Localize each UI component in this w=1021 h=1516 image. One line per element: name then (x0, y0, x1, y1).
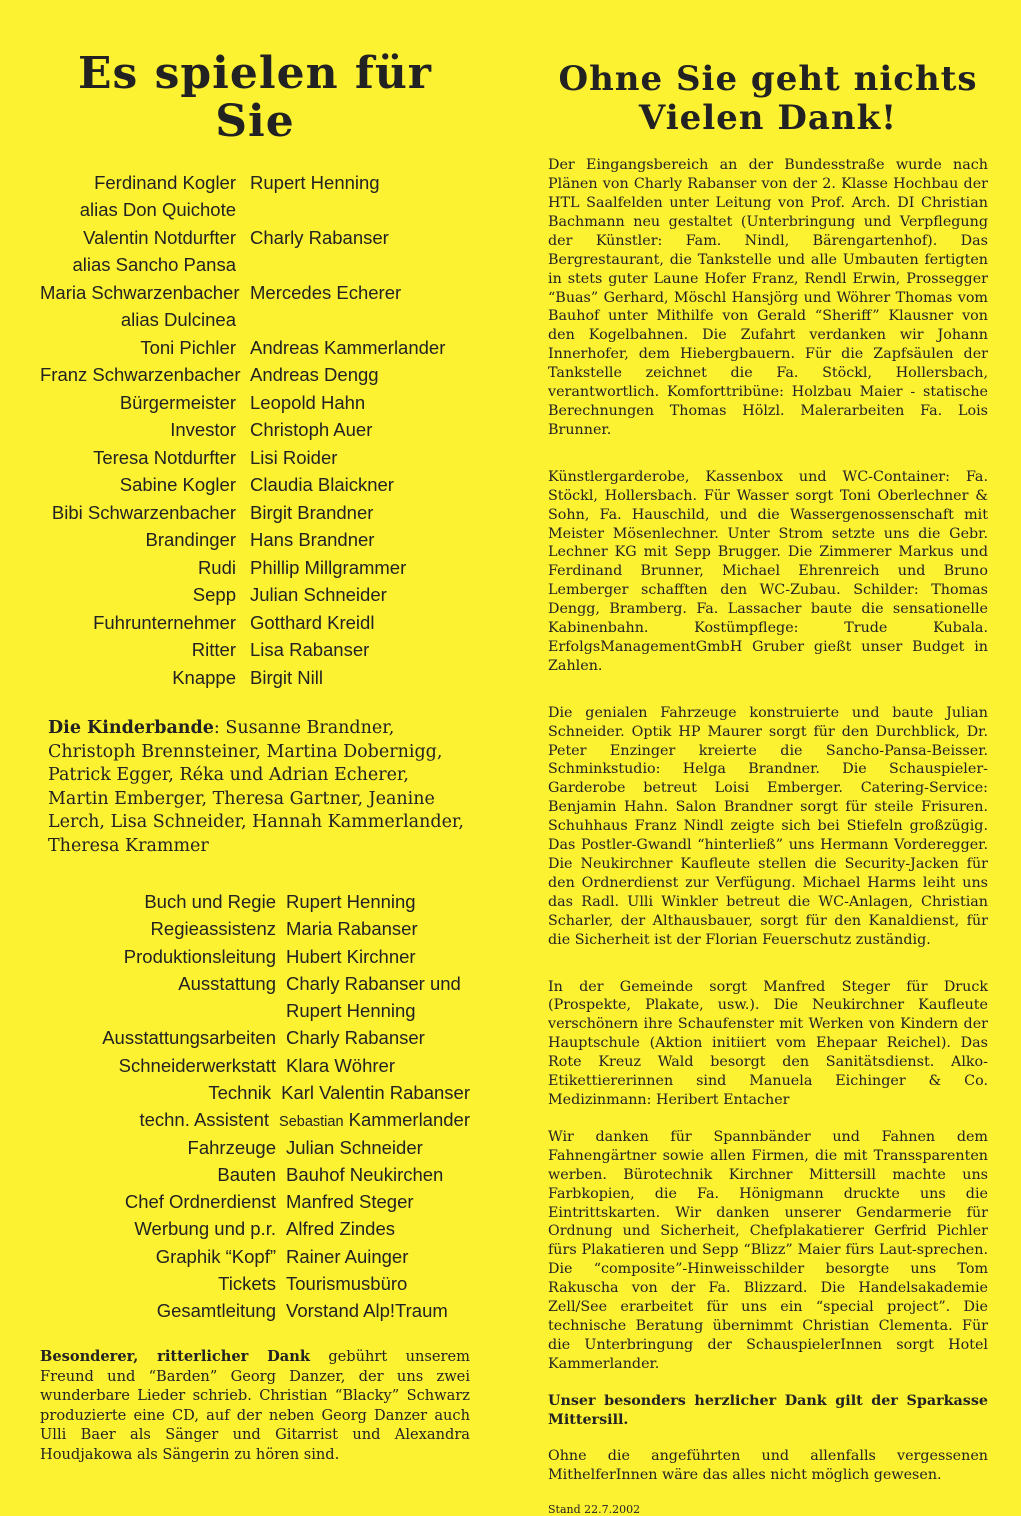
kids-paragraph (48, 717, 470, 858)
cast-row (40, 389, 470, 417)
crew-row-person: Bauhof Neukirchen (286, 1163, 444, 1185)
paragraph-community: In der Gemeinde sorgt Manfred Steger für Druck (Prospekte, Plakate, usw.). Die Neukirchner Kaufleute verschönern ihre Schaufenster mit Werken von Kindern der Hauptschule (Aktion initiiert vom Ehepaar Reichel). Das Rote Kreuz Wald besorgt den Sanitätsdienst. Alko-Etikettiererinnen sind Manuela Eichinger & Co. Medizinmann: Heribert Entacher (548, 978, 988, 1108)
cast-row (40, 526, 470, 554)
crew-row (40, 1298, 470, 1325)
crew-row-person: Julian Schneider (286, 1136, 423, 1158)
cast-row (40, 169, 470, 197)
crew-row-role: Bauten (217, 1163, 276, 1185)
cast-row-role: Valentin Notdurfter (83, 226, 236, 248)
crew-row-role: Buch und Regie (144, 890, 276, 912)
cast-row-person: Mercedes Echerer (250, 281, 402, 303)
cast-row-person: Lisa Rabanser (250, 639, 370, 661)
cast-row-role: Fuhrunternehmer (93, 611, 236, 633)
cast-row (40, 471, 470, 499)
crew-row-role: Fahrzeuge (187, 1136, 276, 1158)
crew-row (40, 1161, 470, 1188)
crew-row-person: Manfred Steger (286, 1191, 414, 1213)
cast-row-person: Birgit Brandner (250, 501, 374, 523)
cast-row (40, 554, 470, 582)
crew-row-role: Ausstattungsarbeiten (102, 1027, 276, 1049)
crew-row-person: Tourismusbüro (286, 1273, 408, 1295)
crew-row-person: Klara Wöhrer (286, 1054, 395, 1076)
crew-row-role: Technik (208, 1082, 272, 1103)
cast-row (40, 416, 470, 444)
cast-row (40, 664, 470, 692)
crew-row (40, 997, 470, 1024)
crew-row (40, 970, 470, 997)
crew-row-role: Gesamtleitung (156, 1300, 276, 1322)
crew-row (40, 943, 470, 970)
cast-row-role: Maria Schwarzenbacher (40, 281, 240, 303)
crew-row (40, 1189, 470, 1216)
cast-row-role: alias Don Quichote (79, 199, 236, 221)
crew-row-person: Karl Valentin Rabanser (281, 1082, 470, 1103)
crew-row-person: Hubert Kirchner (286, 945, 416, 967)
crew-row (40, 1134, 470, 1161)
cast-row-role: Toni Pichler (140, 336, 236, 358)
cast-row-person: Charly Rabanser (250, 226, 389, 248)
cast-title: Es spielen für Sie (78, 48, 432, 148)
paragraph-garderobe: Künstlergarderobe, Kassenbox und WC-Container: Fa. Stöckl, Hollersbach. Für Wasser sorgt Toni Oberlechner & Sohn, Fa. Hauschild, und die Wassergenossenschaft mit Meister Mösenlechner. Unter Strom setzte uns die Gebr. Lechner KG mit Sepp Brugger. Die Zimmerer Markus und Ferdinand Brunner, Michael Ehrenreich und Bruno Lemberger schafften den WC-Zubau. Schilder: Thomas Dengg, Bramberg. Fa. Lassacher baute die sensationelle Kabinenbahn. Kostümpflege: Trude Kubala. ErfolgsManagementGmbH Gruber gießt unser Budget in Zahlen. (548, 468, 988, 674)
crew-row-role: Graphik “Kopf” (155, 1245, 276, 1267)
cast-row-role: alias Sancho Pansa (72, 254, 236, 276)
cast-row (40, 251, 470, 279)
crew-row-role: Tickets (218, 1273, 276, 1295)
cast-row-role: Ritter (191, 639, 236, 661)
crew-row (40, 1243, 470, 1270)
cast-row (40, 581, 470, 609)
cast-row-person: Andreas Kammerlander (250, 336, 446, 358)
cast-row-person: Phillip Millgrammer (250, 556, 407, 578)
right-column (548, 60, 988, 1516)
cast-row-role: Investor (170, 419, 236, 441)
cast-row-role: Rudi (197, 556, 236, 578)
cast-row-person: Andreas Dengg (250, 364, 379, 386)
crew-row (40, 1216, 470, 1243)
cast-row-role: alias Dulcinea (120, 309, 236, 331)
cast-row-person: Hans Brandner (250, 529, 375, 551)
crew-row-person-last: Kammerlander (343, 1109, 470, 1131)
crew-row-person: Alfred Zindes (286, 1218, 395, 1240)
paragraph-sponsors: Wir danken für Spannbänder und Fahnen dem Fahnengärtner sowie allen Firmen, die mit Transsparenten werben. Bürotechnik Kirchner Mittersill machte uns Farbkopien, die Fa. Hönigmann druckte uns die Eintrittskarten. Wir danken unserer Gendarmerie für Ordnung und Sicherheit, Chefplakatierer Gerfrid Pichler fürs Plakatieren und Sepp “Blizz” Maier fürs Laut-sprechen. Die “composite”-Hinweisschilder besorgte uns Tom Rakuscha von der Fa. Blizzard. Die Handelsakademie Zell/See erarbeitet für uns ein “special project”. Die technische Beratung übernimmt Christian Clementa. Für die Unterbringung der SchauspielerInnen sorgt Hotel Kammerlander. (548, 1128, 988, 1372)
crew-row (40, 1270, 470, 1297)
cast-row-role: Bürgermeister (119, 391, 236, 413)
cast-row (40, 196, 470, 224)
cast-row (40, 334, 470, 362)
cast-row-person: Claudia Blaickner (250, 474, 394, 496)
crew-row (40, 1052, 470, 1079)
cast-row-role: Sabine Kogler (119, 474, 236, 496)
cast-row-person: Birgit Nill (250, 666, 323, 688)
thanks-title-line2: Vielen Dank! (638, 98, 898, 139)
crew-row-role: Schneiderwerkstatt (118, 1054, 276, 1076)
crew-row-person: Maria Rabanser (286, 918, 418, 940)
crew-row-person: Rupert Henning (286, 1000, 416, 1022)
cast-row (40, 444, 470, 472)
cast-row-role: Bibi Schwarzenbacher (51, 501, 236, 523)
sparkasse-thanks: Unser besonders herzlicher Dank gilt der Sparkasse Mittersill. (548, 1392, 988, 1428)
cast-row-person: Leopold Hahn (250, 391, 366, 413)
cast-row (40, 636, 470, 664)
thanks-title (548, 60, 988, 138)
crew-row-role: Ausstattung (178, 972, 276, 994)
paragraph-closing: Ohne die angeführten und allenfalls vergessenen MithelferInnen wäre das alles nicht möglich gewesen. (548, 1448, 988, 1484)
kids-text: : Susanne Brandner, Christoph Brennsteiner, Martina Dobernigg, Patrick Egger, Réka und Adrian Echerer, Martin Emberger, Theresa Gartner, Jeanine Lerch, Lisa Schneider, Hannah Kammerlander, Theresa Krammer (48, 718, 464, 856)
crew-row-role: Chef Ordnerdienst (124, 1191, 276, 1213)
cast-row (40, 609, 470, 637)
cast-row-role: Franz Schwarzenbacher (40, 364, 241, 386)
cast-row-person: Julian Schneider (250, 584, 387, 606)
thanks-title-line1: Ohne Sie geht nichts (558, 59, 978, 99)
paragraph-vehicles: Die genialen Fahrzeuge konstruierte und baute Julian Schneider. Optik HP Maurer sorgt für den Durchblick, Dr. Peter Enzinger kreierte die Sancho-Pansa-Beisser. Schminkstudio: Helga Brandner. Die Schauspieler-Garderobe betreut Loisi Emberger. Catering-Service: Benjamin Hahn. Salon Brandner sorgt für steile Frisuren. Schuhhaus Franz Nindl zeigte sich bei Stiefeln großzügig. Das Postler-Gwandl “hinterließ” uns Hermann Vorderegger. Die Neukirchner Kaufleute stellen die Security-Jacken für den Ordnerdienst zur Verfügung. Michael Harms leiht uns das Radl. Ulli Winkler betreut die WC-Anlagen, Christian Scharler, der Althausbauer, sorgt für den Kanaldienst, für die Sicherheit ist der Florian Feuerschutz zuständig. (548, 704, 988, 948)
crew-row (40, 1079, 470, 1106)
crew-row (40, 1025, 470, 1052)
cast-row (40, 361, 470, 389)
paragraph-sparkasse (548, 1392, 988, 1430)
crew-row-person: Charly Rabanser (286, 1027, 425, 1049)
cast-row-role: Ferdinand Kogler (94, 171, 236, 193)
paragraph-entrance: Der Eingangsbereich an der Bundesstraße wurde nach Plänen von Charly Rabanser von der 2. Klasse Hochbau der HTL Saalfelden unter Leitung von Prof. Arch. DI Christian Bachmann neu gestaltet (Unterbringung und Verpflegung der Künstler: Fam. Nindl, Bärengartenhof). Das Bergrestaurant, die Tankstelle und alle Umbauten fertigten in stets guter Laune Hofer Franz, Rendl Erwin, Prossegger “Buas” Gerhard, Möschl Hansjörg und Wöhrer Thomas vom Bauhof unter Mithilfe von Gerald “Sheriff” Klausner von den Kogelbahnen. Die Zufahrt verdanken wir Johann Innerhofer, dem Hiebergbauern. Für die Zapfsäulen der Tankstelle zeichnet die Fa. Stöckl, Hollersbach, verantwortlich. Komforttribüne: Holzbau Maier - statische Berechnungen Thomas Hölzl. Malerarbeiten Fa. Lois Brunner. (548, 157, 988, 438)
cast-row-person: Christoph Auer (250, 419, 373, 441)
cast-row-person: Lisi Roider (250, 446, 338, 468)
cast-list (40, 169, 470, 692)
cast-row (40, 306, 470, 334)
left-column (40, 50, 470, 1479)
crew-list (40, 888, 470, 1325)
crew-row (40, 1107, 470, 1134)
crew-row-role: Regieassistenz (150, 918, 276, 940)
cast-row-role: Teresa Notdurfter (93, 446, 236, 468)
cast-row-person: Gotthard Kreidl (250, 611, 375, 633)
cast-row (40, 224, 470, 252)
cast-row (40, 279, 470, 307)
crew-row-role: Produktionsleitung (123, 945, 276, 967)
crew-row-person (279, 1109, 470, 1131)
crew-row-person-first: Sebastian (279, 1114, 344, 1131)
crew-row (40, 888, 470, 915)
date-stamp: Stand 22.7.2002 (548, 1503, 641, 1516)
kids-label: Die Kinderbande (48, 718, 214, 739)
crew-row-person: Rainer Auinger (286, 1245, 409, 1267)
crew-row-person: Vorstand Alp!Traum (286, 1300, 448, 1322)
cast-row-person: Rupert Henning (250, 171, 380, 193)
cast-row-role: Sepp (192, 584, 236, 606)
cast-row (40, 499, 470, 527)
cast-row-role: Knappe (172, 666, 236, 688)
crew-row-person: Rupert Henning (286, 890, 416, 912)
special-thanks (40, 1347, 470, 1464)
crew-row-role: Werbung und p.r. (134, 1218, 276, 1240)
crew-row (40, 916, 470, 943)
special-thanks-label: Besonderer, ritterlicher Dank (40, 1348, 310, 1366)
crew-row-role: techn. Assistent (139, 1109, 270, 1131)
cast-row-role: Brandinger (145, 529, 236, 551)
special-thanks-text: gebührt unserem Freund und “Barden” Georg Danzer, der uns zwei wunderbare Lieder schrieb. Christian “Blacky” Schwarz produzierte eine CD, auf der neben Georg Danzer auch Ulli Baer als Sänger und Gitarrist und Alexandra Houdjakowa als Sängerin zu hören sind. (40, 1348, 470, 1463)
crew-row-person: Charly Rabanser und (286, 972, 461, 994)
